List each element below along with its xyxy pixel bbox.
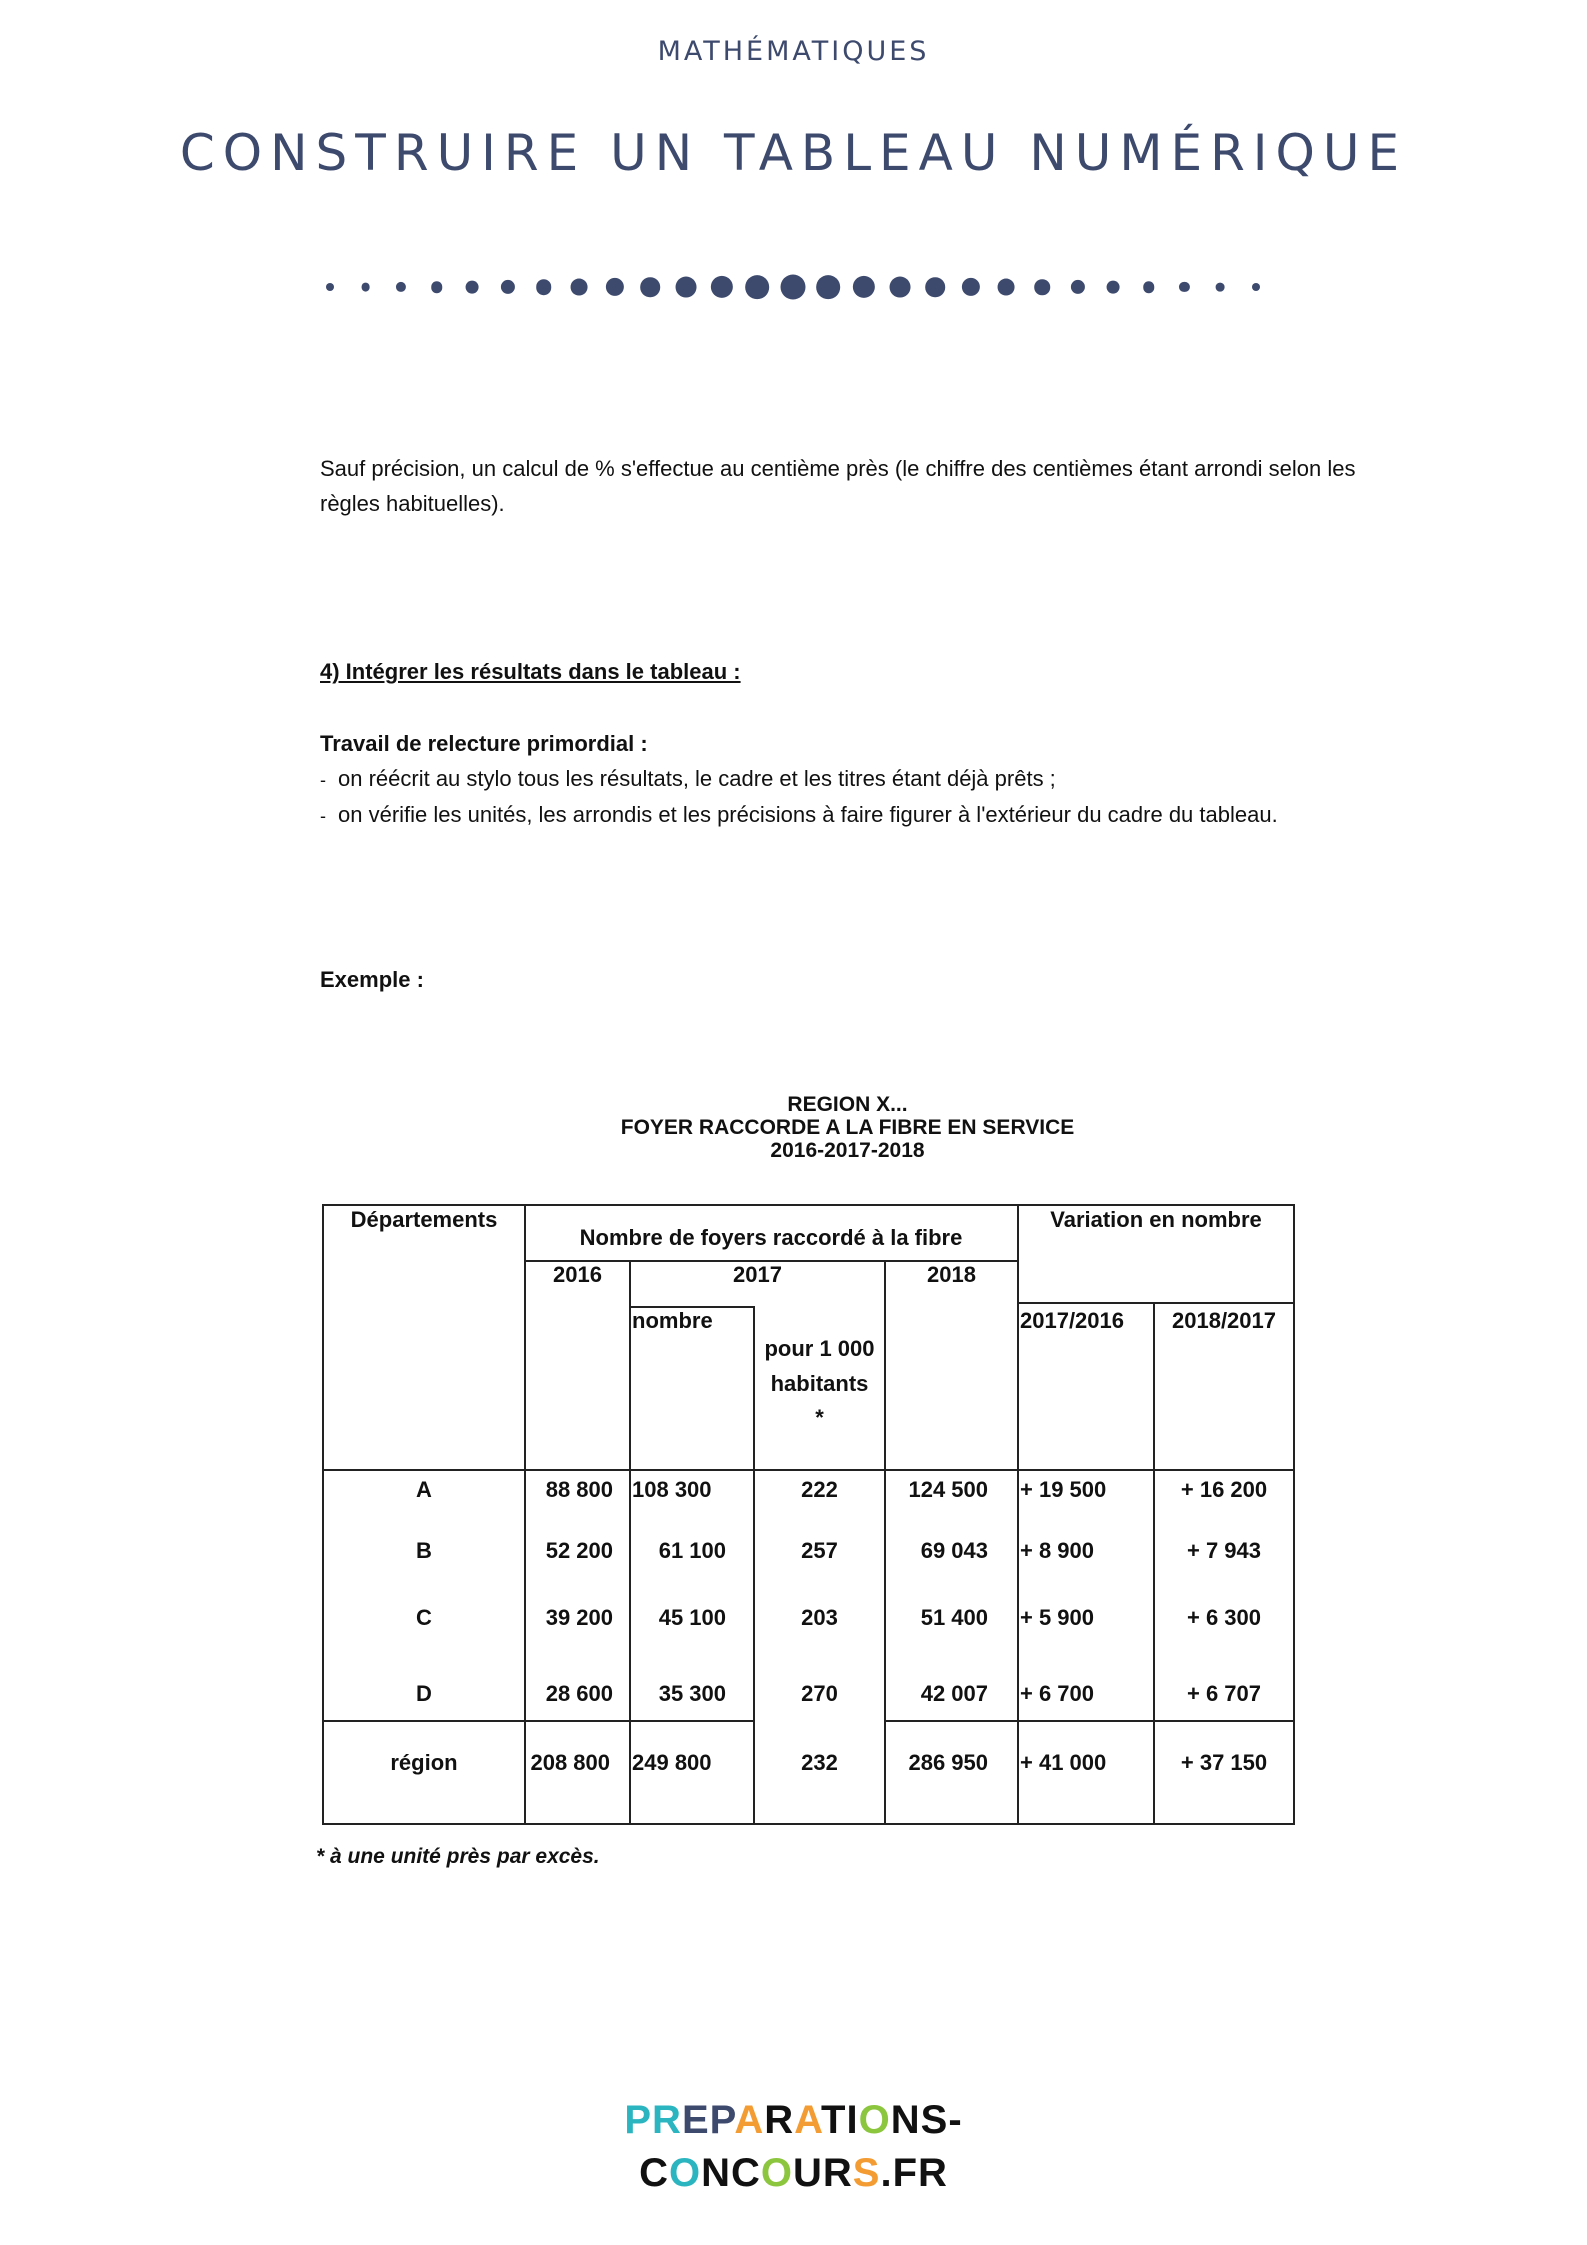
- logo-letter: T: [821, 2098, 847, 2142]
- header-year-2016: 2016: [553, 1262, 602, 1287]
- logo-letter: O: [760, 2151, 793, 2195]
- header-variation-2017-2016: 2017/2016: [1020, 1308, 1124, 1333]
- header-departements: Départements: [350, 1207, 498, 1232]
- table-border: [322, 1204, 324, 1825]
- table-caption-line: FOYER RACCORDE A LA FIBRE EN SERVICE: [620, 1116, 1075, 1139]
- cell-2017-nombre: 108 300: [632, 1477, 712, 1502]
- logo-line: [0, 2094, 1587, 2147]
- cell-departement: région: [390, 1750, 458, 1775]
- header-nombre: nombre: [632, 1308, 713, 1333]
- cell-variation-2017-2016: + 19 500: [1020, 1477, 1107, 1502]
- logo-letter: F: [892, 2151, 919, 2195]
- brand-logo: [0, 2094, 1587, 2200]
- table-rule: [524, 1204, 526, 1825]
- logo-letter: -: [948, 2098, 963, 2142]
- cell-2016: 52 200: [545, 1538, 613, 1563]
- table-footnote: * à une unité près par excès.: [316, 1845, 600, 1868]
- header-nombre-foyers: Nombre de foyers raccordé à la fibre: [579, 1225, 963, 1250]
- logo-letter: R: [822, 2151, 853, 2195]
- logo-letter: C: [639, 2151, 669, 2195]
- logo-letter: R: [652, 2098, 682, 2142]
- cell-2017-nombre: 35 300: [658, 1681, 726, 1706]
- header-footnote-mark: *: [815, 1405, 824, 1430]
- cell-departement: D: [416, 1681, 432, 1706]
- header-habitants: habitants: [770, 1371, 869, 1396]
- table-border: [322, 1823, 1295, 1825]
- bullet-dash: -: [320, 806, 326, 826]
- header-pour-1000: pour 1 000: [764, 1336, 875, 1361]
- section-subheading: Travail de relecture primordial :: [320, 731, 648, 756]
- bullet-text: on vérifie les unités, les arrondis et les précisions à faire figurer à l'extérieur du cadre du tableau.: [338, 802, 1278, 827]
- cell-2018: 51 400: [920, 1605, 988, 1630]
- cell-2016: 28 600: [545, 1681, 613, 1706]
- bullet-text: on réécrit au stylo tous les résultats, le cadre et les titres étant déjà prêts ;: [338, 766, 1056, 791]
- cell-2018: 42 007: [920, 1681, 988, 1706]
- cell-2017-nombre: 45 100: [658, 1605, 726, 1630]
- cell-variation-2018-2017: + 6 707: [1186, 1681, 1261, 1706]
- table-border: [1293, 1204, 1295, 1825]
- table-rule: [322, 1469, 1295, 1471]
- cell-2016: 88 800: [545, 1477, 613, 1502]
- logo-letter: P: [709, 2098, 735, 2142]
- table-caption-line: REGION X...: [787, 1093, 908, 1116]
- cell-2017-nombre: 61 100: [658, 1538, 726, 1563]
- cell-2017-nombre: 249 800: [632, 1750, 712, 1775]
- cell-departement: B: [416, 1538, 432, 1563]
- logo-letter: U: [793, 2151, 823, 2195]
- section-heading: 4) Intégrer les résultats dans le tableau :: [320, 659, 741, 684]
- example-label: Exemple :: [320, 967, 424, 992]
- intro-paragraph: Sauf précision, un calcul de % s'effectue au centième près (le chiffre des centièmes étant arrondi selon les règles habituelles).: [320, 456, 1356, 516]
- cell-variation-2018-2017: + 7 943: [1186, 1538, 1261, 1563]
- logo-letter: S: [920, 2098, 949, 2142]
- cell-2018: 286 950: [908, 1750, 988, 1775]
- cell-2017-pour-1000: 222: [801, 1477, 838, 1502]
- cell-variation-2017-2016: + 5 900: [1020, 1605, 1095, 1630]
- header-variation: Variation en nombre: [1050, 1207, 1262, 1232]
- page-title: CONSTRUIRE UN TABLEAU NUMÉRIQUE: [179, 124, 1408, 182]
- cell-2016: 208 800: [530, 1750, 610, 1775]
- logo-letter: A: [734, 2098, 765, 2142]
- logo-letter: O: [858, 2098, 891, 2142]
- header-variation-2018-2017: 2018/2017: [1172, 1308, 1276, 1333]
- cell-variation-2018-2017: + 6 300: [1186, 1605, 1261, 1630]
- logo-letter: C: [730, 2151, 761, 2195]
- logo-letter: I: [846, 2098, 859, 2142]
- table-rule: [322, 1720, 753, 1722]
- logo-letter: P: [624, 2098, 653, 2142]
- cell-2017-pour-1000: 270: [801, 1681, 838, 1706]
- subject-label: MATHÉMATIQUES: [657, 36, 930, 67]
- logo-letter: .: [880, 2151, 893, 2195]
- cell-2017-pour-1000: 232: [801, 1750, 838, 1775]
- table-rule: [885, 1720, 1295, 1722]
- logo-line: [0, 2147, 1587, 2200]
- cell-2017-pour-1000: 257: [801, 1538, 838, 1563]
- cell-variation-2017-2016: + 8 900: [1020, 1538, 1095, 1563]
- logo-letter: S: [852, 2151, 881, 2195]
- cell-variation-2017-2016: + 6 700: [1020, 1681, 1095, 1706]
- logo-letter: O: [668, 2151, 702, 2195]
- header-year-2017: 2017: [733, 1262, 782, 1287]
- cell-departement: A: [416, 1477, 432, 1502]
- logo-letter: N: [701, 2151, 731, 2195]
- logo-letter: N: [890, 2098, 921, 2142]
- cell-departement: C: [416, 1605, 432, 1630]
- logo-letter: R: [764, 2098, 795, 2142]
- logo-letter: E: [681, 2098, 710, 2142]
- cell-2016: 39 200: [545, 1605, 613, 1630]
- cell-variation-2018-2017: + 16 200: [1180, 1477, 1268, 1502]
- logo-letter: A: [794, 2098, 822, 2142]
- logo-letter: R: [918, 2151, 948, 2195]
- table-rule: [1017, 1204, 1019, 1825]
- header-year-2018: 2018: [927, 1262, 976, 1287]
- cell-2017-pour-1000: 203: [801, 1605, 838, 1630]
- cell-variation-2017-2016: + 41 000: [1020, 1750, 1107, 1775]
- cell-2018: 69 043: [920, 1538, 988, 1563]
- cell-2018: 124 500: [908, 1477, 988, 1502]
- table-rule: [1017, 1302, 1295, 1304]
- cell-variation-2018-2017: + 37 150: [1180, 1750, 1268, 1775]
- bullet-dash: -: [320, 770, 326, 790]
- table-caption-line: 2016-2017-2018: [770, 1139, 925, 1162]
